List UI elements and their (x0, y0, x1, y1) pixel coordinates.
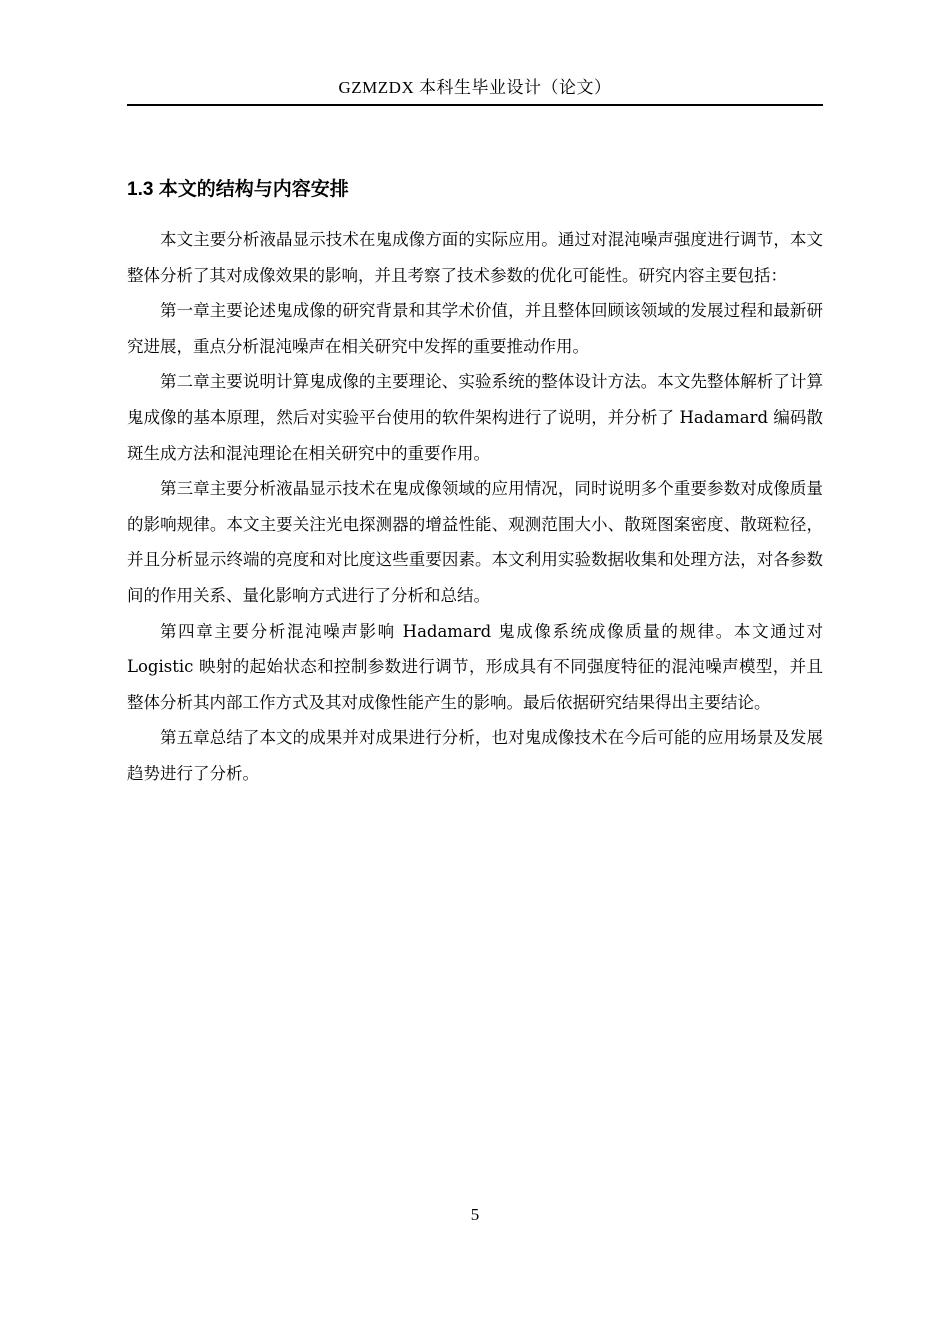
paragraph-chapter-3: 第三章主要分析液晶显示技术在鬼成像领域的应用情况，同时说明多个重要参数对成像质量的影响规律。本文主要关注光电探测器的增益性能、观测范围大小、散斑图案密度、散斑粒径，并且分析显示终端的亮度和对比度这些重要因素。本文利用实验数据收集和处理方法，对各参数间的作用关系、量化影响方式进行了分析和总结。 (127, 479, 823, 605)
header-title: GZMZDX 本科生毕业设计（论文） (338, 78, 612, 97)
paragraph-chapter-1: 第一章主要论述鬼成像的研究背景和其学术价值，并且整体回顾该领域的发展过程和最新研究进展，重点分析混沌噪声在相关研究中发挥的重要推动作用。 (127, 301, 823, 356)
paragraph-chapter-2: 第二章主要说明计算鬼成像的主要理论、实验系统的整体设计方法。本文先整体解析了计算鬼成像的基本原理，然后对实验平台使用的软件架构进行了说明，并分析了 Hadamard 编码散斑生成方法和混沌理论在相关研究中的重要作用。 (127, 372, 823, 463)
paragraph-chapter-5: 第五章总结了本文的成果并对成果进行分析，也对鬼成像技术在今后可能的应用场景及发展趋势进行了分析。 (127, 728, 823, 783)
body-text (127, 222, 823, 792)
section-title: 1.3 本文的结构与内容安排 (127, 179, 349, 200)
page-number: 5 (470, 1205, 480, 1224)
page-header (127, 76, 823, 106)
paragraph-intro: 本文主要分析液晶显示技术在鬼成像方面的实际应用。通过对混沌噪声强度进行调节，本文整体分析了其对成像效果的影响，并且考察了技术参数的优化可能性。研究内容主要包括： (127, 230, 823, 285)
paragraph-chapter-4: 第四章主要分析混沌噪声影响 Hadamard 鬼成像系统成像质量的规律。本文通过对 Logistic 映射的起始状态和控制参数进行调节，形成具有不同强度特征的混沌噪声模型，并且整体分析其内部工作方式及其对成像性能产生的影响。最后依据研究结果得出主要结论。 (127, 621, 823, 712)
